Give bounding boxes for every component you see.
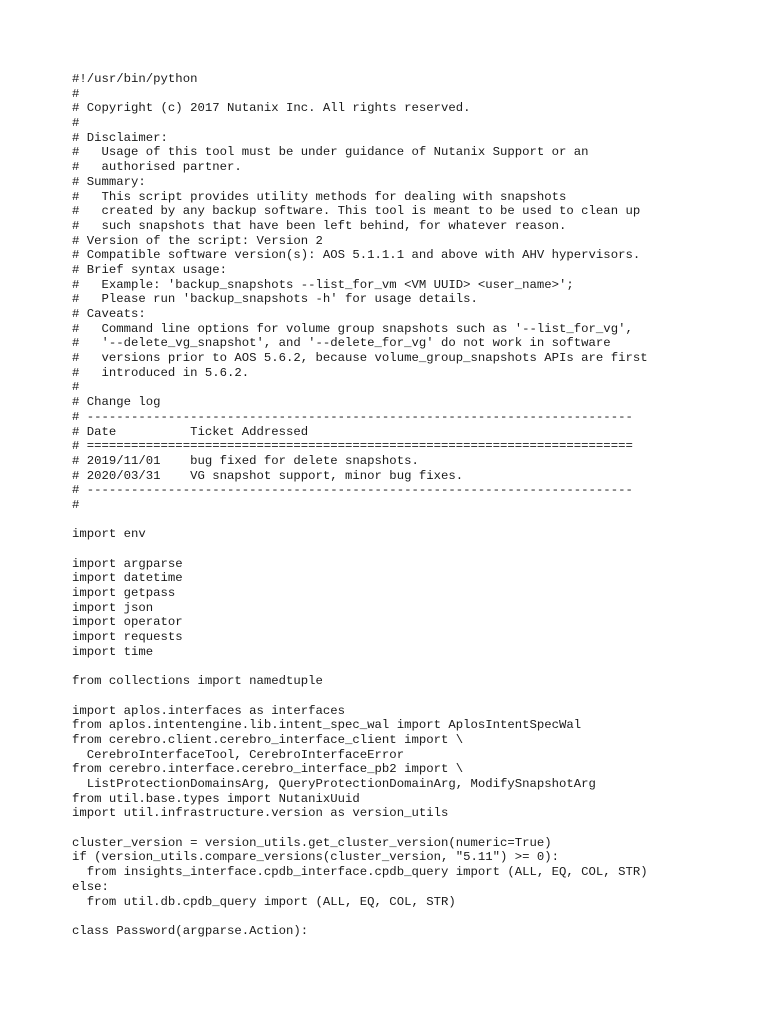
code-line: # Summary:: [72, 174, 146, 189]
code-line: from insights_interface.cpdb_interface.cpdb_query import (ALL, EQ, COL, STR): [72, 865, 648, 880]
code-line: # Brief syntax usage:: [72, 262, 227, 277]
code-line: # Command line options for volume group snapshots such as '--list_for_vg',: [72, 321, 633, 336]
code-line: from cerebro.interface.cerebro_interface_pb2 import \: [72, 762, 464, 777]
code-line: # Caveats:: [72, 307, 146, 321]
code-line: # Usage of this tool must be under guidance of Nutanix Support or an: [72, 145, 589, 160]
code-line: class Password(argparse.Action):: [72, 923, 309, 938]
code-line: # Version of the script: Version 2: [72, 233, 323, 248]
code-line: # Date Ticket Addressed: [72, 424, 309, 439]
code-line: #: [72, 116, 80, 131]
code-line: from collections import namedtuple: [72, 674, 323, 689]
code-line: import requests: [72, 630, 183, 645]
code-line: # introduced in 5.6.2.: [72, 365, 250, 380]
code-line: [72, 513, 648, 528]
code-line: # Copyright (c) 2017 Nutanix Inc. All rights reserved.: [72, 101, 471, 116]
code-line: import getpass: [72, 586, 176, 601]
code-line: # --------------------------------------------------------------------------: [72, 409, 633, 424]
code-line: # authorised partner.: [72, 160, 242, 175]
code-line: # Disclaimer:: [72, 130, 168, 145]
code-line: import aplos.interfaces as interfaces: [72, 703, 346, 718]
code-line: from aplos.intentengine.lib.intent_spec_wal import AplosIntentSpecWal: [72, 718, 582, 733]
code-line: [72, 821, 648, 836]
code-line: import argparse: [72, 556, 183, 571]
code-line: [72, 689, 648, 704]
code-line: # Compatible software version(s): AOS 5.1.1.1 and above with AHV hypervisors.: [72, 248, 641, 263]
code-line: ListProtectionDomainsArg, QueryProtectionDomainArg, ModifySnapshotArg: [72, 777, 596, 791]
code-line: #: [72, 497, 80, 512]
code-line: # Please run 'backup_snapshots -h' for usage details.: [72, 292, 478, 307]
code-line: #: [72, 380, 80, 395]
code-line: cluster_version = version_utils.get_cluster_version(numeric=True): [72, 835, 552, 850]
code-line: import datetime: [72, 571, 183, 586]
code-line: # created by any backup software. This tool is meant to be used to clean up: [72, 204, 641, 219]
code-listing: [72, 72, 648, 939]
code-line: # such snapshots that have been left behind, for whatever reason.: [72, 218, 567, 233]
code-line: CerebroInterfaceTool, CerebroInterfaceError: [72, 747, 405, 762]
code-line: #: [72, 86, 80, 101]
code-line: # 2019/11/01 bug fixed for delete snapshots.: [72, 453, 419, 468]
code-line: # This script provides utility methods for dealing with snapshots: [72, 189, 567, 204]
code-line: # Example: 'backup_snapshots --list_for_vm <VM UUID> <user_name>';: [72, 277, 574, 292]
code-line: # --------------------------------------------------------------------------: [72, 483, 633, 498]
code-line: from util.base.types import NutanixUuid: [72, 791, 360, 806]
code-line: # ==========================================================================: [72, 439, 633, 454]
code-line: from util.db.cpdb_query import (ALL, EQ, COL, STR): [72, 894, 456, 909]
code-line: # versions prior to AOS 5.6.2, because volume_group_snapshots APIs are first: [72, 351, 648, 366]
code-line: import operator: [72, 615, 183, 630]
code-line: else:: [72, 879, 109, 894]
code-line: [72, 660, 648, 675]
code-line: [72, 542, 648, 557]
code-line: # '--delete_vg_snapshot', and '--delete_for_vg' do not work in software: [72, 336, 611, 351]
code-line: [72, 909, 648, 924]
code-line: if (version_utils.compare_versions(cluster_version, "5.11") >= 0):: [72, 850, 560, 865]
code-line: # 2020/03/31 VG snapshot support, minor bug fixes.: [72, 468, 464, 483]
code-line: import json: [72, 600, 154, 615]
code-line: #!/usr/bin/python: [72, 72, 198, 86]
code-line: import time: [72, 644, 154, 659]
code-line: import util.infrastructure.version as version_utils: [72, 806, 449, 821]
code-line: import env: [72, 527, 146, 542]
code-line: # Change log: [72, 395, 161, 410]
code-line: from cerebro.client.cerebro_interface_client import \: [72, 732, 464, 747]
